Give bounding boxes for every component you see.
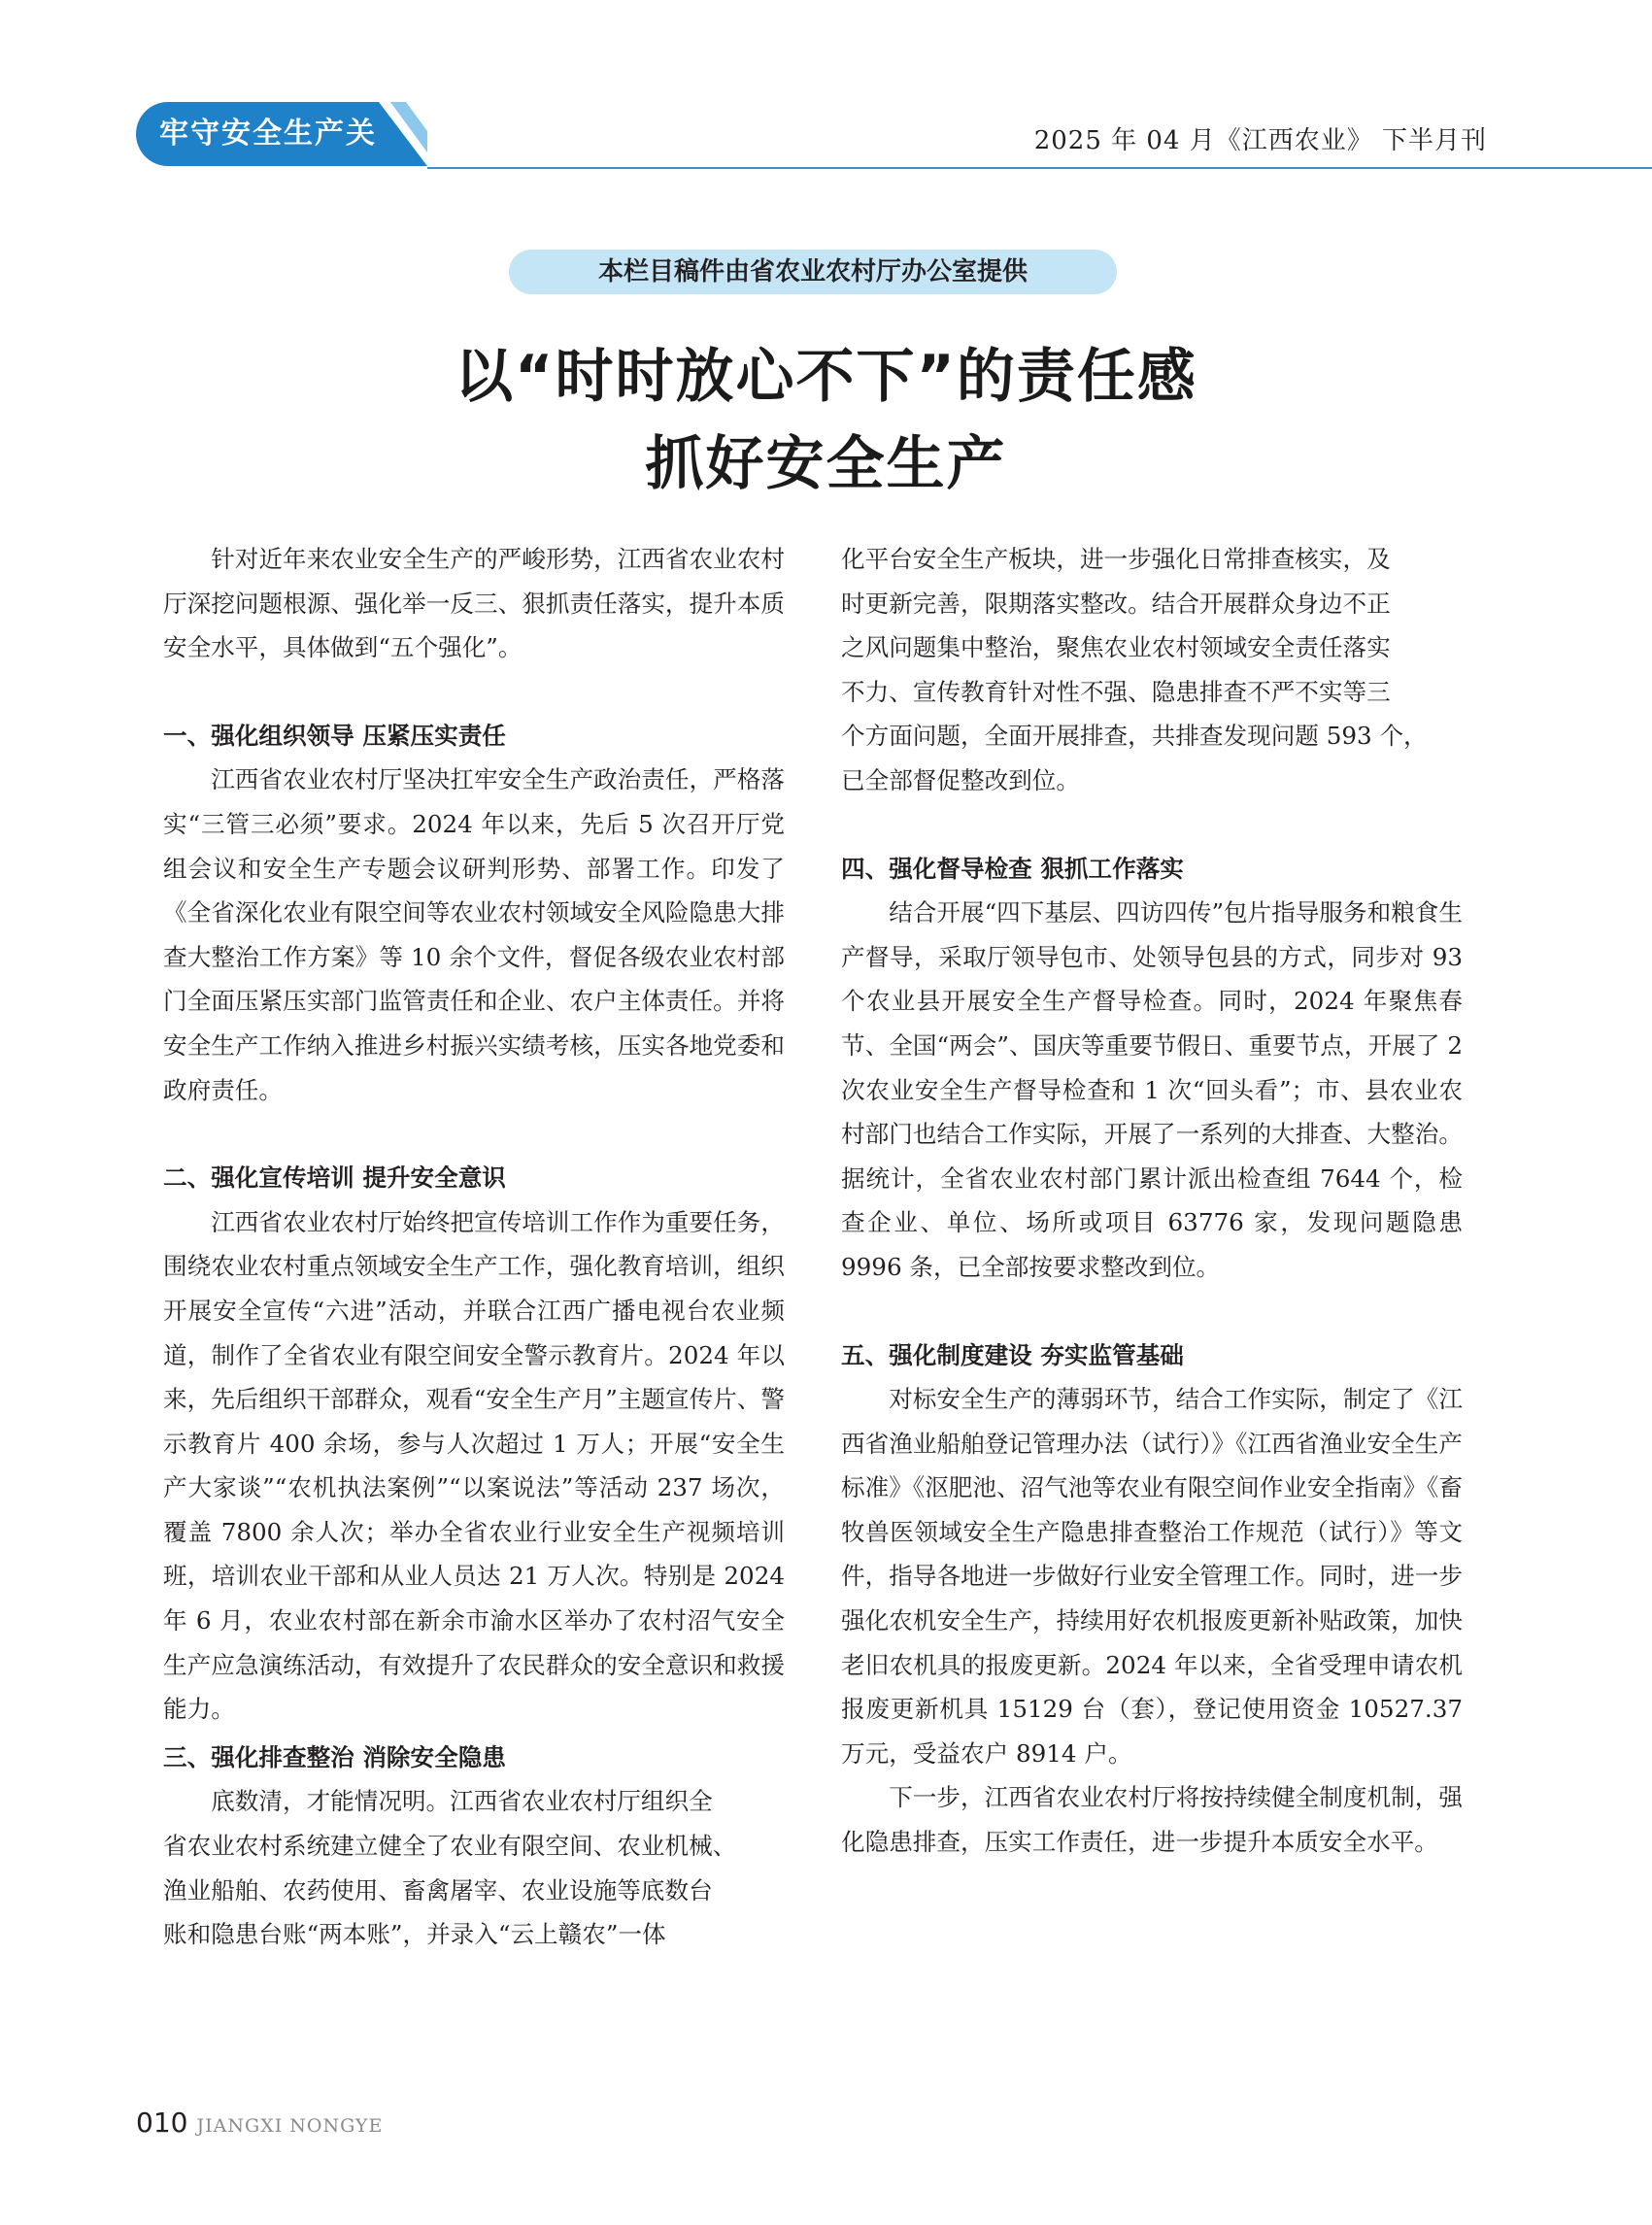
text-line: 化平台安全生产板块，进一步强化日常排查核实，及 — [841, 545, 1391, 573]
section-3-paragraph-part1 — [163, 1779, 785, 1956]
section-5-paragraph: 对标安全生产的薄弱环节，结合工作实际，制定了《江西省渔业船舶登记管理办法（试行）》《江西省渔业安全生产标准》《沤肥池、沼气池等农业有限空间作业安全指南》《畜牧兽医领域安全生产隐患排查整治工作规范（试行）》等文件，指导各地进一步做好行业安全管理工作。同时，进一步强化农机安全生产，持续用好农机报废更新补贴政策，加快老旧农机具的报废更新。2024 年以来，全省受理申请农机报废更新机具 15129 台（套），登记使用资金 10527.37 万元，受益农户 8914 户。 — [841, 1385, 1463, 1768]
intro-paragraph: 针对近年来农业安全生产的严峻形势，江西省农业农村厅深挖问题根源、强化举一反三、狠抓责任落实，提升本质安全水平，具体做到“五个强化”。 — [163, 545, 785, 662]
issue-info: 2025 年 04 月《江西农业》 下半月刊 — [1033, 126, 1487, 155]
text-line: 不力、宣传教育针对性不强、隐患排查不严不实等三 — [841, 677, 1391, 706]
publication-name: JIANGXI NONGYE — [196, 2115, 384, 2137]
text-line: 已全部督促整改到位。 — [841, 765, 1080, 794]
section-4-paragraph: 结合开展“四下基层、四访四传”包片指导服务和粮食生产督导，采取厅领导包市、处领导包县的方式，同步对 93 个农业县开展安全生产督导检查。同时，2024 年聚焦春节、全国“两会”、国庆等重要节假日、重要节点，开展了 2 次农业安全生产督导检查和 1 次“回头看”；市、县农业农村部门也结合工作实际，开展了一系列的大排查、大整治。据统计，全省农业农村部门累计派出检查组 7644 个，检查企业、单位、场所或项目 63776 家，发现问题隐患 9996 条，已全部按要求整改到位。 — [841, 898, 1463, 1281]
section-1-heading: 一、强化组织领导 压紧压实责任 — [163, 721, 506, 750]
section-2-paragraph: 江西省农业农村厅始终把宣传培训工作作为重要任务，围绕农业农村重点领域安全生产工作，强化教育培训，组织开展安全宣传“六进”活动，并联合江西广播电视台农业频道，制作了全省农业有限空间安全警示教育片。2024 年以来，先后组织干部群众，观看“安全生产月”主题宣传片、警示教育片 400 余场，参与人次超过 1 万人；开展“安全生产大家谈”“农机执法案例”“以案说法”等活动 237 场次，覆盖 7800 余人次；举办全省农业行业安全生产视频培训班，培训农业干部和从业人员达 21 万人次。特别是 2024 年 6 月，农业农村部在新余市渝水区举办了农村沼气安全生产应急演练活动，有效提升了农民群众的安全意识和救援能力。 — [163, 1207, 785, 1724]
header-rule — [427, 167, 1652, 169]
text-line: 底数清，才能情况明。江西省农业农村厅组织全 — [211, 1787, 713, 1816]
text-line: 省农业农村系统建立健全了农业有限空间、农业机械、 — [163, 1832, 737, 1861]
text-line: 渔业船舶、农药使用、畜禽屠宰、农业设施等底数台 — [163, 1875, 713, 1905]
closing-paragraph: 下一步，江西省农业农村厅将按持续健全制度机制，强化隐患排查，压实工作责任，进一步提升本质安全水平。 — [841, 1783, 1463, 1857]
section-1-paragraph: 江西省农业农村厅坚决扛牢安全生产政治责任，严格落实“三管三必须”要求。2024 年以来，先后 5 次召开厅党组会议和安全生产专题会议研判形势、部署工作。印发了《全省深化农业有限空间等农业农村领域安全风险隐患大排查大整治工作方案》等 10 余个文件，督促各级农业农村部门全面压紧压实部门监管责任和企业、农户主体责任。并将安全生产工作纳入推进乡村振兴实绩考核，压实各地党委和政府责任。 — [163, 765, 785, 1104]
article-title-line2: 抓好安全生产 — [645, 430, 1007, 498]
section-3-heading: 三、强化排查整治 消除安全隐患 — [163, 1742, 506, 1771]
text-line: 之风问题集中整治，聚焦农业农村领域安全责任落实 — [841, 633, 1391, 662]
text-line: 账和隐患台账“两本账”，并录入“云上赣农”一体 — [163, 1920, 666, 1949]
text-line: 个方面问题，全面开展排查，共排查发现问题 593 个， — [841, 722, 1428, 751]
page-number: 010 — [136, 2107, 188, 2139]
section-4-heading: 四、强化督导检查 狠抓工作落实 — [841, 854, 1184, 883]
section-tag — [136, 102, 427, 166]
text-line: 时更新完善，限期落实整改。结合开展群众身边不正 — [841, 589, 1391, 618]
section-2-heading: 二、强化宣传培训 提升安全意识 — [163, 1163, 506, 1193]
page-footer — [136, 2104, 383, 2142]
section-tag-label: 牢守安全生产关 — [159, 117, 377, 151]
section-5-heading: 五、强化制度建设 夯实监管基础 — [841, 1340, 1184, 1369]
right-column — [841, 537, 1463, 1865]
article-title-line1: 以“时时放心不下”的责任感 — [455, 343, 1197, 411]
column-source-banner: 本栏目稿件由省农业农村厅办公室提供 — [509, 250, 1117, 294]
section-3-paragraph-part2 — [841, 537, 1463, 803]
left-column — [163, 537, 785, 1957]
